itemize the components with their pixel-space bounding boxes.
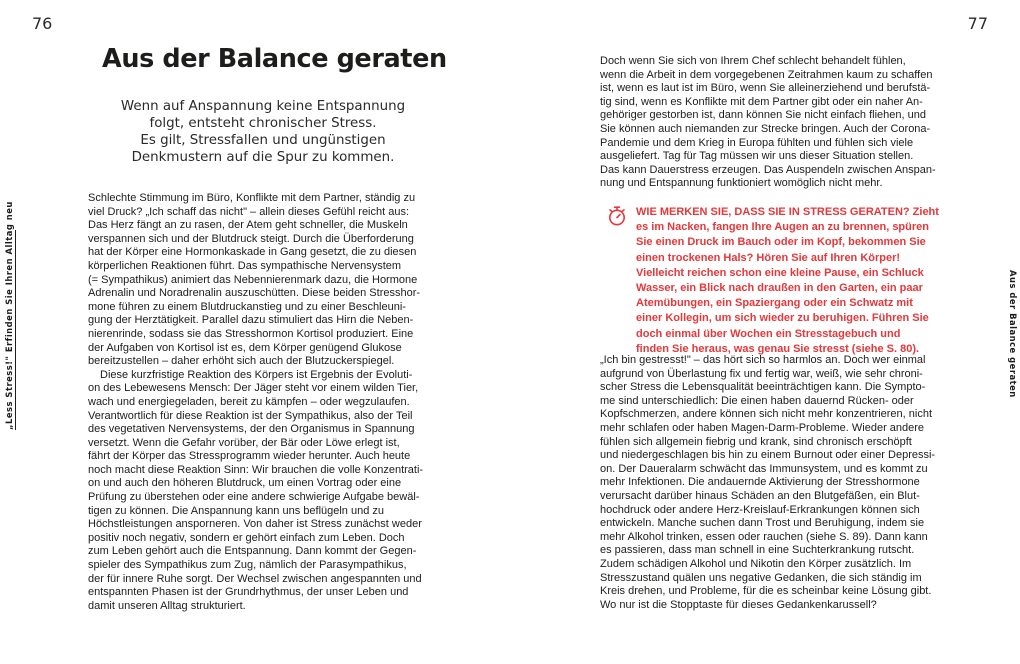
text-line: Doch wenn Sie sich von Ihrem Chef schlecht behandelt fühlen, <box>600 55 906 67</box>
side-tab-book-title <box>0 201 16 430</box>
callout-line: Sie einen Druck im Bauch oder im Kopf, bekommen Sie <box>636 236 926 249</box>
text-line: nung und Entspannung funktioniert womöglich nicht mehr. <box>600 177 883 190</box>
text-line: on und auch den höheren Blutdruck, um einen Vortrag oder eine <box>88 477 402 490</box>
text-line: positiv noch negativ, sondern er gehört einfach zum Leben. Doch <box>88 531 405 544</box>
right-column-bottom <box>600 354 936 612</box>
body-paragraph <box>600 354 936 612</box>
left-column <box>88 192 426 613</box>
text-line: Kreis drehen, und Probleme, für die es scheinbar keine Lösung gibt. <box>600 585 932 598</box>
right-column-top <box>600 55 936 191</box>
text-line: viel Druck? „Ich schaff das nicht" – allein dieses Gefühl reicht aus: <box>88 205 410 218</box>
text-line: mehr schlafen oder haben Magen-Darm-Probleme. Wieder andere <box>600 421 925 434</box>
text-line: Stresszustand quälen uns negative Gedanken, die sich ständig im <box>600 571 922 584</box>
body-paragraph <box>88 192 426 369</box>
text-line: Pandemie und dem Krieg in Europa fühlten und fühlen sich viele <box>600 136 914 149</box>
text-line: Wo nur ist die Stopptaste für dieses Gedankenkarussell? <box>600 598 877 611</box>
callout-line: einer Kollegin, um sich wieder zu beruhigen. Führen Sie <box>636 312 929 325</box>
text-line: on des Lebewesens Mensch: Der Jäger steht vor einem wilden Tier, <box>88 382 419 395</box>
text-line: mehr Alkohol trinken, essen oder rauchen (siehe S. 89). Dann kann <box>600 530 928 543</box>
text-line: wach und energiegeladen, bereit zu kämpfen – oder wegzulaufen. <box>88 395 410 408</box>
text-line: Zudem schädigen Alkohol und Nikotin den Körper zusätzlich. Im <box>600 557 912 570</box>
callout-line: finden Sie heraus, was genau Sie stresst (siehe S. 80). <box>636 342 920 355</box>
callout-text <box>636 205 941 357</box>
text-line: und niedergeschlagen bis hin zu einem Burnout oder einer Depressi- <box>600 449 936 462</box>
text-line: ausgeliefert. Tag für Tag müssen wir uns dieser Situation stellen. <box>600 150 914 163</box>
callout-line: WIE MERKEN SIE, DASS SIE IN STRESS GERATEN? Zieht <box>636 206 939 218</box>
side-tab-chapter <box>1004 270 1020 410</box>
text-line: spieler des Sympathikus zum Zug, nämlich der Parasympathikus, <box>88 559 407 572</box>
text-line: es passieren, dass man schnell in eine Suchterkrankung rutscht. <box>600 544 915 557</box>
text-line: „Ich bin gestresst!" – das hört sich so harmlos an. Doch wer einmal <box>600 354 926 366</box>
text-line: Das Herz fängt an zu rasen, der Atem geht schneller, die Muskeln <box>88 219 408 232</box>
text-line: Sie können auch niemanden zur Strecke bringen. Auch der Corona- <box>600 122 931 135</box>
callout-line: einen trockenen Hals? Hören Sie auf Ihren Körper! <box>636 251 901 264</box>
text-line: gehöriger gestorben ist, dann können Sie nicht einfach fliehen, und <box>600 109 926 122</box>
text-line: tigen zu können. Die Anspannung kann uns beflügeln und zu <box>88 504 385 517</box>
text-line: me sind unterschiedlich: Die einen haben dauernd Rücken- oder <box>600 394 914 407</box>
text-line: versetzt. Wenn die Gefahr vorüber, der Bär oder Löwe erlegt ist, <box>88 436 400 449</box>
lede-line: Denkmustern auf die Spur zu kommen. <box>131 150 395 165</box>
text-line: gung der Herztätigkeit. Parallel dazu stimuliert das Hirn die Neben- <box>88 314 414 327</box>
page-number-right: 77 <box>967 14 988 33</box>
text-line: nierenrinde, sodass sie das Stresshormon Kortisol produziert. Eine <box>88 327 414 340</box>
text-line: ist, wenn es laut ist im Büro, wenn Sie alleinerziehend und berufstä- <box>600 82 931 95</box>
callout-line: Vielleicht reichen schon eine kleine Pause, ein Schluck <box>636 266 924 279</box>
text-line: tig sind, wenn es Konflikte mit dem Partner gibt oder ein naher An- <box>600 95 923 108</box>
text-line: hochdruck oder andere Herz-Kreislauf-Erkrankungen können sich <box>600 503 920 516</box>
callout-line: es im Nacken, fangen Ihre Augen an zu brennen, spüren <box>636 221 929 234</box>
text-line: verursacht darüber hinaus Schäden an den Blutgefäßen, ein Blut- <box>600 489 920 502</box>
text-line: (= Sympathikus) animiert das Nebennierenmark dazu, die Hormone <box>88 273 418 286</box>
side-tab-book-title-text: „Less Stress!" Erfinden Sie Ihren Alltag neu <box>4 201 14 430</box>
text-line: Schlechte Stimmung im Büro, Konflikte mit dem Partner, ständig zu <box>88 192 416 204</box>
text-line: Prüfung zu überstehen oder eine andere schwierige Aufgabe bewäl- <box>88 491 420 504</box>
text-line: aufgrund von Überlastung fix und fertig war, weiß, wie sehr chroni- <box>600 367 923 380</box>
text-line: zum Leben gehört auch die Entspannung. Dann kommt der Gegen- <box>88 545 417 558</box>
text-line: Adrenalin und Noradrenalin auszuschütten. Diese beiden Stresshor- <box>88 287 421 300</box>
body-paragraph <box>600 55 936 191</box>
text-line: mehr Infektionen. Die andauernde Aktivierung der Stresshormone <box>600 476 920 489</box>
text-line: der für innere Ruhe sorgt. Der Wechsel zwischen angespannten und <box>88 572 422 585</box>
text-line: der Aufgaben von Kortisol ist es, dem Körper genügend Glukose <box>88 341 402 354</box>
text-line: Verantwortlich für diese Reaktion ist der Sympathikus, also der Teil <box>88 409 413 422</box>
lede <box>98 98 428 166</box>
text-line: bereitzustellen – daher erhöht sich auch der Blutzuckerspiegel. <box>88 355 395 368</box>
text-line: scher Stress die Lebensqualität beeinträchtigen kann. Die Sympto- <box>600 381 926 394</box>
text-line: damit unseren Alltag strukturiert. <box>88 599 246 612</box>
side-tab-divider <box>15 230 16 430</box>
text-line: verspannen sich und der Blutdruck steigt. Durch die Überforderung <box>88 232 414 245</box>
text-line: Höchstleistungen ansporneren. Von daher ist Stress zunächst weder <box>88 518 422 531</box>
text-line: Kopfschmerzen, andere können sich nicht mehr konzentrieren, nicht <box>600 408 933 421</box>
text-line: on. Der Daueralarm schwächt das Immunsystem, und es kommt zu <box>600 462 928 475</box>
body-paragraph <box>88 369 426 614</box>
text-line: Diese kurzfristige Reaktion des Körpers ist Ergebnis der Evoluti- <box>100 368 413 381</box>
text-line: hat der Körper eine Hormonkaskade in Gang gesetzt, die zu diesen <box>88 246 417 259</box>
text-line: mone führen zu einem Blutdruckanstieg und zu einer Beschleuni- <box>88 300 406 313</box>
lede-line: folgt, entsteht chronischer Stress. <box>149 116 377 131</box>
lede-line: Es gilt, Stressfallen und ungünstigen <box>140 133 386 148</box>
callout-line: Wasser, ein Blick nach draußen in den Garten, ein paar <box>636 282 923 295</box>
page-title: Aus der Balance geraten <box>102 44 447 74</box>
text-line: noch macht diese Reaktion Sinn: Wir brauchen die volle Konzentrati- <box>88 463 424 476</box>
text-line: des vegetativen Nervensystems, der den Organismus in Spannung <box>88 423 415 436</box>
side-tab-chapter-text: Aus der Balance geraten <box>1008 270 1018 398</box>
text-line: fühlen sich allgemein fiebrig und krank, sind chronisch erschöpft <box>600 435 912 448</box>
text-line: körperlichen Reaktionen führt. Das sympathische Nervensystem <box>88 259 402 272</box>
text-line: fährt der Körper das Stressprogramm wieder herunter. Auch heute <box>88 450 411 463</box>
text-line: Das kann Dauerstress erzeugen. Das Auspendeln zwischen Anspan- <box>600 163 936 176</box>
lede-line: Wenn auf Anspannung keine Entspannung <box>120 99 406 114</box>
callout-line: doch einmal über Wochen ein Stresstagebuch und <box>636 327 901 340</box>
stopwatch-icon <box>607 205 627 227</box>
text-line: entspannten Phasen ist der Grundrhythmus, der unser Leben und <box>88 586 409 599</box>
text-line: entwickeln. Manche suchen dann Trost und Beruhigung, indem sie <box>600 517 925 530</box>
callout-line: Atemübungen, ein Spaziergang oder ein Schwatz mit <box>636 297 913 310</box>
page-number-left: 76 <box>32 14 53 33</box>
text-line: wenn die Arbeit in dem vorgegebenen Zeitrahmen kaum zu schaffen <box>600 68 933 81</box>
